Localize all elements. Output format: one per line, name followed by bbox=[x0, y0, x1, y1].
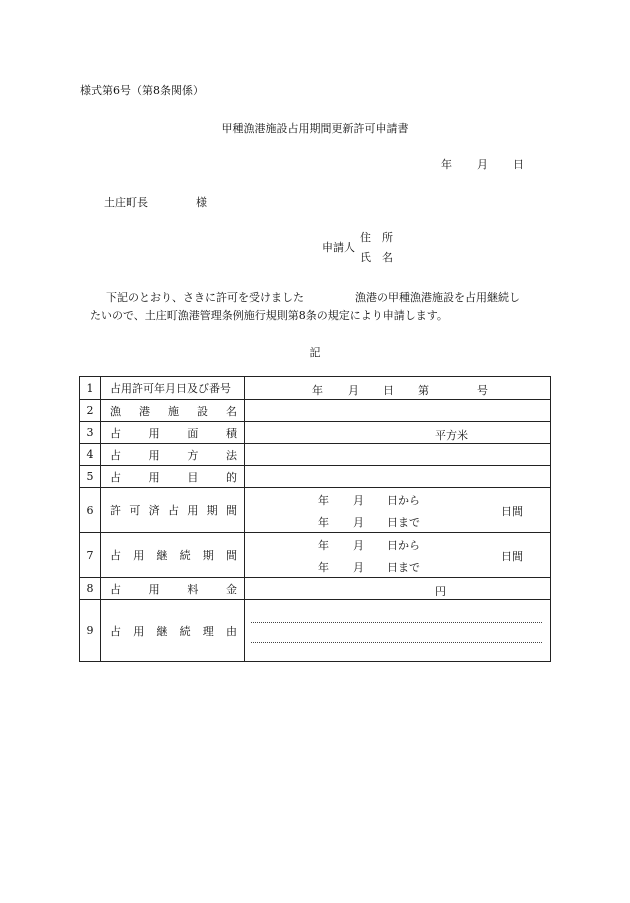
permit-dai: 第 bbox=[418, 384, 429, 397]
table-row bbox=[80, 444, 551, 466]
row-label bbox=[101, 488, 245, 533]
label-text: 占 用 方 法 bbox=[110, 448, 237, 462]
row-number: 5 bbox=[80, 466, 101, 488]
date-year: 年 bbox=[441, 158, 452, 171]
form-number: 様式第6号（第8条関係） bbox=[80, 84, 204, 97]
label-text: 占 用 料 金 bbox=[110, 582, 237, 596]
permit-go: 号 bbox=[477, 384, 488, 397]
permit-year: 年 bbox=[312, 384, 323, 397]
label-text: 許 可 済 占 用 期 間 bbox=[110, 504, 237, 517]
occupation-method-field[interactable] bbox=[245, 444, 551, 466]
label-text: 占 用 目 的 bbox=[110, 470, 237, 484]
row-number: 2 bbox=[80, 400, 101, 422]
body-text-line1-cont: 漁港の甲種漁港施設を占用継続し bbox=[355, 291, 520, 304]
ki-heading: 記 bbox=[309, 346, 321, 359]
permitted-period-field[interactable]: 年 月 日から 年 月 日まで 日間 bbox=[245, 488, 551, 533]
dotted-line bbox=[251, 622, 542, 623]
row-number: 4 bbox=[80, 444, 101, 466]
area-unit: 平方米 bbox=[435, 429, 468, 442]
row-number: 1 bbox=[80, 377, 101, 400]
occupied-area-field[interactable] bbox=[245, 422, 551, 444]
fee-unit: 円 bbox=[435, 585, 446, 598]
row-label bbox=[101, 422, 245, 444]
date-day: 日 bbox=[513, 158, 524, 171]
applicant-name-label-1: 氏 bbox=[360, 251, 371, 264]
permit-date-number-field[interactable] bbox=[245, 377, 551, 400]
application-table bbox=[79, 376, 551, 662]
body-text-line1: 下記のとおり、さきに許可を受けました bbox=[106, 291, 304, 304]
applicant-name-label-2: 名 bbox=[382, 251, 393, 264]
table-row bbox=[80, 578, 551, 600]
dotted-line bbox=[251, 642, 542, 643]
row-number: 9 bbox=[80, 600, 101, 662]
continuation-days: 日間 bbox=[501, 550, 523, 563]
addressee-suffix: 様 bbox=[196, 196, 207, 209]
row-number: 3 bbox=[80, 422, 101, 444]
occupation-fee-field[interactable] bbox=[245, 578, 551, 600]
permitted-days: 日間 bbox=[501, 505, 523, 518]
addressee: 土庄町長 bbox=[104, 196, 148, 209]
row-label bbox=[101, 533, 245, 578]
label-text: 占 用 継 続 理 由 bbox=[110, 624, 237, 638]
table-row bbox=[80, 533, 551, 578]
continuation-reason-field[interactable] bbox=[245, 600, 551, 662]
table-row bbox=[80, 466, 551, 488]
permit-month: 月 bbox=[348, 384, 359, 397]
applicant-label: 申請人 bbox=[322, 241, 355, 254]
continuation-period-field[interactable]: 年 月 日から 年 月 日まで 日間 bbox=[245, 533, 551, 578]
row-label bbox=[101, 377, 245, 400]
table-row bbox=[80, 422, 551, 444]
table-row bbox=[80, 400, 551, 422]
row-label bbox=[101, 444, 245, 466]
label-text: 占 用 継 続 期 間 bbox=[110, 549, 237, 562]
facility-name-field[interactable] bbox=[245, 400, 551, 422]
row-number: 6 bbox=[80, 488, 101, 533]
permit-day: 日 bbox=[383, 384, 394, 397]
row-label bbox=[101, 400, 245, 422]
row-number: 8 bbox=[80, 578, 101, 600]
date-month: 月 bbox=[477, 158, 488, 171]
label-text: 占用許可年月日及び番号 bbox=[110, 382, 231, 395]
body-text-line2: たいので、土庄町漁港管理条例施行規則第8条の規定により申請します。 bbox=[90, 309, 448, 322]
label-text: 漁 港 施 設 名 bbox=[110, 404, 237, 418]
table-row bbox=[80, 377, 551, 400]
table-row bbox=[80, 600, 551, 662]
row-label bbox=[101, 466, 245, 488]
table-row bbox=[80, 488, 551, 533]
row-number: 7 bbox=[80, 533, 101, 578]
row-label bbox=[101, 600, 245, 662]
applicant-address-label-1: 住 bbox=[360, 231, 371, 244]
document-title: 甲種漁港施設占用期間更新許可申請書 bbox=[221, 122, 409, 135]
applicant-address-label-2: 所 bbox=[382, 231, 393, 244]
occupation-purpose-field[interactable] bbox=[245, 466, 551, 488]
label-text: 占 用 面 積 bbox=[110, 426, 237, 440]
row-label bbox=[101, 578, 245, 600]
